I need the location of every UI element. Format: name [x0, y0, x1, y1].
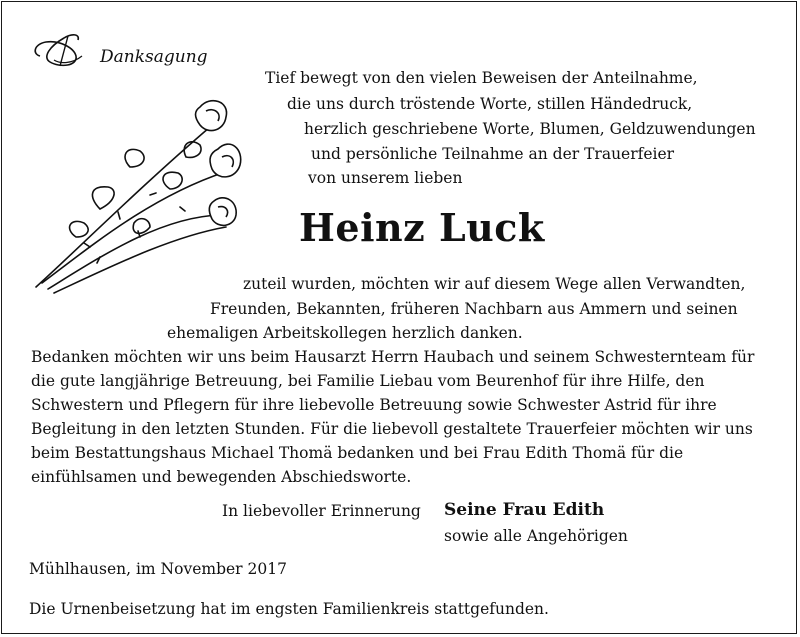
body-line-4: Begleitung in den letzten Stunden. Für die liebevoll gestaltete Trauerfeier möchten wir uns: [31, 420, 753, 438]
after-name-line-1: zuteil wurden, möchten wir auf diesem Wege allen Verwandten,: [243, 275, 746, 293]
after-name-line-2: Freunden, Bekannten, früheren Nachbarn aus Ammern und seinen: [210, 300, 738, 318]
ornamental-d-icon: [30, 26, 110, 72]
intro-line-3: herzlich geschriebene Worte, Blumen, Geldzuwendungen: [304, 120, 756, 138]
deceased-name: Heinz Luck: [299, 205, 545, 250]
signature-others: sowie alle Angehörigen: [444, 527, 628, 545]
intro-line-2: die uns durch tröstende Worte, stillen Händedruck,: [287, 95, 693, 113]
heading-text: Danksagung: [100, 47, 208, 67]
obituary-card: [1, 1, 797, 634]
heading: [30, 26, 208, 76]
intro-line-4: und persönliche Teilnahme an der Trauerfeier: [311, 145, 675, 163]
body-line-1: Bedanken möchten wir uns beim Hausarzt Herrn Haubach und seinem Schwesternteam für: [31, 348, 755, 366]
signature-name: Seine Frau Edith: [444, 500, 605, 520]
body-line-2: die gute langjährige Betreuung, bei Familie Liebau vom Beurenhof für ihre Hilfe, den: [31, 372, 705, 390]
intro-line-5: von unserem lieben: [308, 169, 463, 187]
place-date: Mühlhausen, im November 2017: [29, 560, 287, 578]
body-line-5: beim Bestattungshaus Michael Thomä bedanken und bei Frau Edith Thomä für die: [31, 444, 684, 462]
after-name-line-3: ehemaligen Arbeitskollegen herzlich danken.: [167, 324, 523, 342]
footer-note: Die Urnenbeisetzung hat im engsten Familienkreis stattgefunden.: [29, 600, 549, 618]
roses-drawing-icon: [30, 97, 245, 297]
intro-line-1: Tief bewegt von den vielen Beweisen der Anteilnahme,: [265, 69, 698, 87]
body-line-6: einfühlsamen und bewegenden Abschiedsworte.: [31, 468, 412, 486]
body-line-3: Schwestern und Pflegern für ihre liebevolle Betreuung sowie Schwester Astrid für ihre: [31, 396, 717, 414]
signature-memory: In liebevoller Erinnerung: [222, 502, 421, 520]
